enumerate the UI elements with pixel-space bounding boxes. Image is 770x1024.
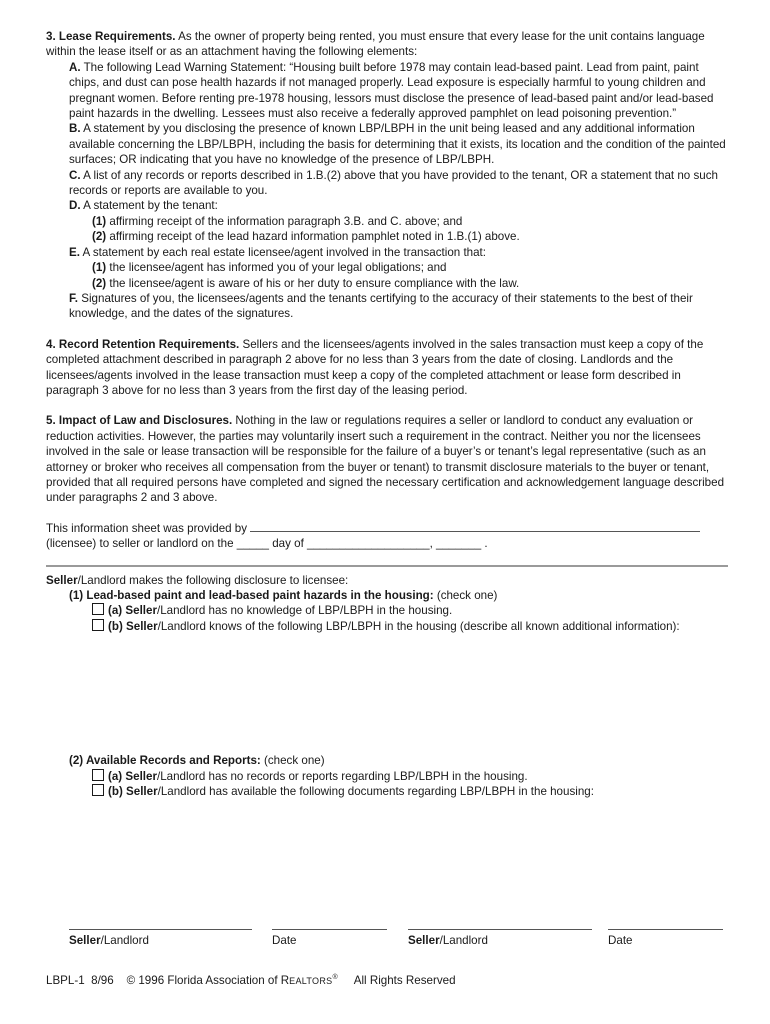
month-field[interactable]: ___________________ bbox=[307, 537, 430, 551]
rights-reserved: All Rights Reserved bbox=[353, 974, 456, 987]
item-e2: (2) the licensee/agent is aware of his or her duty to ensure compliance with the law. bbox=[92, 276, 520, 290]
item-a: A. The following Lead Warning Statement: “Housing built before 1978 may contain lead-based paint. Lead from paint, paint chips, and dust can pose health hazards if not managed properly. Lead exposure is especially harmful to young children and pregnant women. Before renting pre-1978 housing, lessors must disclose the presence of lead-based paint and/or lead-based paint hazards in the dwelling. Lessees must also receive a federally approved pamphlet on lead poisoning prevention.” bbox=[69, 60, 714, 121]
date-line-1[interactable] bbox=[272, 921, 387, 930]
checkbox-2b[interactable] bbox=[92, 784, 104, 796]
date-signature-1: Date bbox=[272, 921, 387, 948]
checkbox-2a[interactable] bbox=[92, 769, 104, 781]
document-page bbox=[46, 29, 726, 987]
day-field[interactable]: _____ bbox=[236, 537, 270, 551]
provided-by-block: This information sheet was provided by (licensee) to seller or landlord on the _____ day of ___________________, _______ . bbox=[46, 521, 726, 552]
option-2a: (a) Seller/Landlord has no records or reports regarding LBP/LBPH in the housing. bbox=[46, 769, 726, 784]
section-record-retention: 4. Record Retention Requirements. Sellers and the licensees/agents involved in the sales transaction must keep a copy of the completed attachment described in paragraph 2 above for no less than 3 years from the date of closing. Landlords and the licensees/agents involved in the lease transaction must keep a copy of the completed attachment or lease form described in paragraph 3 above for no less than 3 years from the first day of the leasing period. bbox=[46, 337, 704, 397]
item-d2: (2) affirming receipt of the lead hazard information pamphlet noted in 1.B.(1) above. bbox=[92, 230, 520, 244]
date-line-2[interactable] bbox=[608, 921, 723, 930]
form-id: LBPL-1 bbox=[46, 974, 85, 987]
seller-signature-line-1[interactable] bbox=[69, 921, 252, 930]
option-2b: (b) Seller/Landlord has available the following documents regarding LBP/LBPH in the housing: bbox=[46, 784, 726, 799]
item-c: C. A list of any records or reports described in 1.B.(2) above that you have provided to the tenant, OR a statement that no such records or reports are available to you. bbox=[69, 168, 718, 198]
checkbox-1a[interactable] bbox=[92, 603, 104, 615]
section-lease-requirements: 3. Lease Requirements. As the owner of property being rented, you must ensure that every lease for the unit contains language within the lease itself or as an attachment having the following elements: A. The following Lead Warning Statement: “Housing built before 1978 may contain lead-based paint. Lead from paint, paint chips, and dust can pose health hazards if not managed properly. Lead exposure is especially harmful to young children and pregnant women. Before renting pre-1978 housing, lessors must disclose the presence of lead-based paint and/or lead-based paint hazards in the dwelling. Lessees must also receive a federally approved pamphlet on lead poisoning prevention.” B. A statement by you disclosing the presence of known LBP/LBPH in the unit being leased and any additional information available concerning the LBP/LBPH, including the basis for determining that it exists, its location and the condition of the painted surfaces; OR indicating that you have no knowledge of the presence of LBP/LBPH. C. A list of any records or reports described in 1.B.(2) above that you have provided to the tenant, OR a statement that no such records or reports are available to you. D. A statement by the tenant: (1) affirming receipt of the information paragraph 3.B. and C. above; and (2) affirming receipt of the lead hazard information pamphlet noted in 1.B.(1) above. E. A statement by each real estate licensee/agent involved in the transaction that: (1) the licensee/agent has informed you of your legal obligations; and (2) the licensee/agent is aware of his or her duty to ensure compliance with the law. F. Signatures of you, the licensees/agents and the tenants certifying to the accuracy of their statements to the best of their knowledge, and the dates of the signatures. bbox=[46, 30, 726, 321]
footer bbox=[46, 973, 456, 989]
date-signature-2: Date bbox=[608, 921, 723, 948]
checkbox-1b[interactable] bbox=[92, 619, 104, 631]
item-d: D. A statement by the tenant: bbox=[69, 199, 218, 213]
copyright: © 1996 Florida Association of REALTORS® bbox=[126, 974, 338, 987]
item-f: F. Signatures of you, the licensees/agents and the tenants certifying to the accuracy of their statements to the best of their knowledge, and the dates of the signatures. bbox=[69, 291, 693, 321]
section-impact-of-law: 5. Impact of Law and Disclosures. Nothing in the law or regulations requires a seller or landlord to conduct any evaluation or reduction activities. However, the parties may voluntarily insert such a requirement in the contract. Neither you nor the licensees involved in the sale or lease transaction will be responsible for the failure of a buyer’s or tenant’s legal representative (such as an attorney or broker who receives all compensation from the buyer or tenant) to transmit disclosure materials to the buyer or tenant, provided that all required persons have completed and signed the necessary certification and acknowledgement language described under paragraphs 2 and 3 above. bbox=[46, 414, 725, 505]
disclosure-block: Seller/Landlord makes the following disclosure to licensee: (1) Lead-based paint and lead-based paint hazards in the housing: (check one) (a) Seller/Landlord has no knowledge of LBP/LBPH in the housing. (b) Seller/Landlord knows of the following LBP/LBPH in the housing (describe all known additional information): (2) Available Records and Reports: (check one) (a) Seller/Landlord has no records or reports regarding LBP/LBPH in the housing. (b) Seller/Landlord has available the following documents regarding LBP/LBPH in the housing: bbox=[46, 573, 726, 800]
seller-signature-line-2[interactable] bbox=[408, 921, 592, 930]
section-title: 4. Record Retention Requirements. bbox=[46, 337, 240, 351]
lbp-description-area[interactable] bbox=[46, 634, 726, 753]
seller-signature-1: Seller/Landlord bbox=[69, 921, 252, 948]
licensee-name-field[interactable] bbox=[250, 521, 700, 532]
option-1a: (a) Seller/Landlord has no knowledge of LBP/LBPH in the housing. bbox=[46, 603, 726, 618]
item-e1: (1) the licensee/agent has informed you of your legal obligations; and bbox=[92, 261, 447, 275]
section-title: 3. Lease Requirements. bbox=[46, 30, 176, 43]
item-e: E. A statement by each real estate licensee/agent involved in the transaction that: bbox=[69, 245, 487, 259]
item-d1: (1) affirming receipt of the information paragraph 3.B. and C. above; and bbox=[92, 214, 463, 228]
divider bbox=[46, 565, 728, 567]
year-field[interactable]: _______ bbox=[436, 537, 482, 551]
seller-signature-2: Seller/Landlord bbox=[408, 921, 592, 948]
item-b: B. A statement by you disclosing the presence of known LBP/LBPH in the unit being leased and any additional information available concerning the LBP/LBPH, including the basis for determining that it exists, its location and the condition of the painted surfaces; OR indicating that you have no knowledge of the presence of LBP/LBPH. bbox=[69, 122, 726, 167]
form-revision: 8/96 bbox=[91, 974, 114, 987]
section-title: 5. Impact of Law and Disclosures. bbox=[46, 414, 233, 428]
option-1b: (b) Seller/Landlord knows of the following LBP/LBPH in the housing (describe all known additional information): bbox=[46, 619, 726, 634]
